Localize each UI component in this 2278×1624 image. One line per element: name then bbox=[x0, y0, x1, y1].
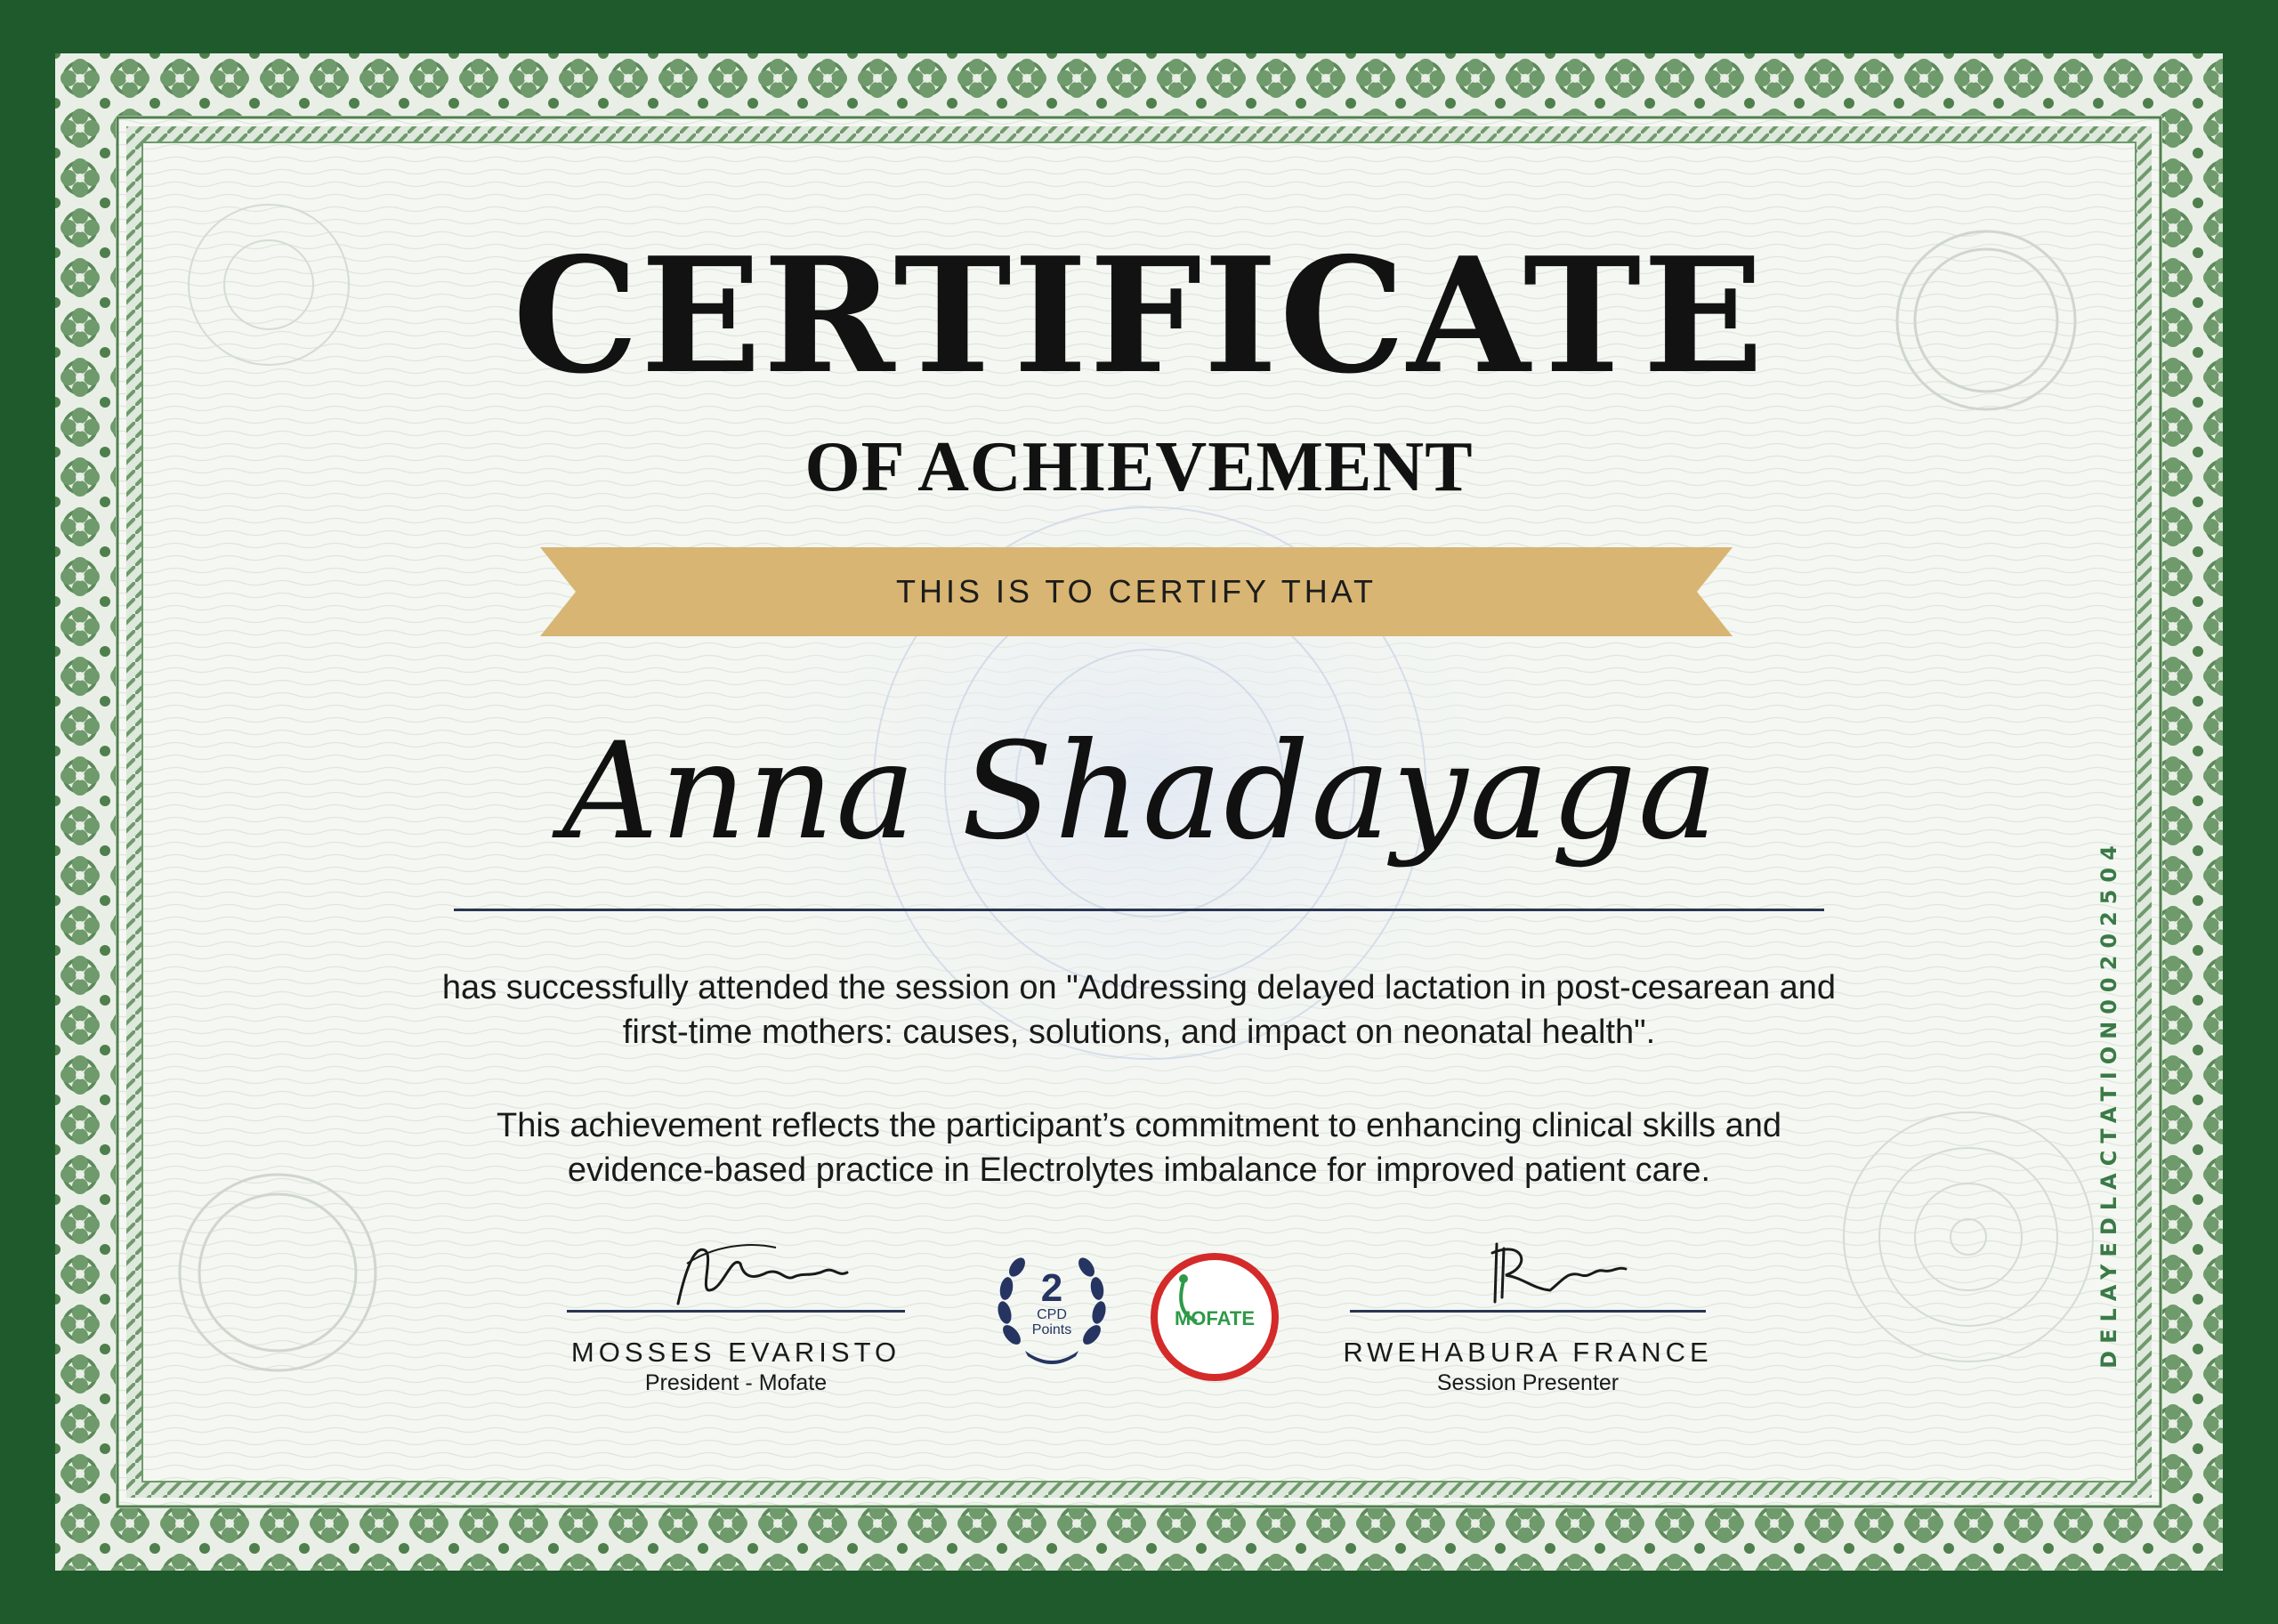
certificate-subtitle: OF ACHIEVEMENT bbox=[804, 428, 1474, 506]
signatory-left-role: President - Mofate bbox=[644, 1370, 828, 1395]
cpd-label: CPD bbox=[1037, 1307, 1067, 1322]
achievement-statement bbox=[233, 1103, 2045, 1192]
signature-line-right bbox=[1350, 1310, 1706, 1313]
signatory-right-name: RWEHABURA FRANCE bbox=[1343, 1337, 1713, 1368]
logo-text: MOFATE bbox=[1174, 1307, 1256, 1329]
certificate-title: CERTIFICATE bbox=[513, 222, 1765, 408]
session-description-line-2: first-time mothers: causes, solutions, and impact on neonatal health". bbox=[622, 1014, 1656, 1051]
signatory-right-role: Session Presenter bbox=[1436, 1370, 1620, 1395]
certificate-serial-number: DELAYEDLACTATION00202504 bbox=[2096, 838, 2121, 1369]
recipient-underline bbox=[454, 909, 1824, 911]
signature-line-left bbox=[567, 1310, 905, 1313]
cpd-points-badge bbox=[994, 1246, 1110, 1370]
signature-right bbox=[1408, 1226, 1675, 1315]
mofate-logo bbox=[1148, 1250, 1281, 1384]
signature-left bbox=[625, 1228, 892, 1317]
achievement-statement-line-2: evidence-based practice in Electrolytes imbalance for improved patient care. bbox=[567, 1151, 1711, 1189]
signatory-left-name: MOSSES EVARISTO bbox=[570, 1337, 901, 1368]
cpd-number: 2 bbox=[1040, 1266, 1063, 1310]
recipient-name: Anna Shadayaga bbox=[561, 715, 1720, 869]
achievement-statement-line-1: This achievement reflects the participant’s commitment to enhancing clinical skills and bbox=[497, 1107, 1781, 1144]
ribbon-text: THIS IS TO CERTIFY THAT bbox=[895, 573, 1377, 610]
certificate-sheet bbox=[55, 53, 2223, 1571]
cpd-points-label: Points bbox=[1031, 1322, 1072, 1337]
session-description-line-1: has successfully attended the session on "Addressing delayed lactation in post-cesarean and bbox=[441, 969, 1837, 1006]
session-description bbox=[233, 966, 2045, 1054]
